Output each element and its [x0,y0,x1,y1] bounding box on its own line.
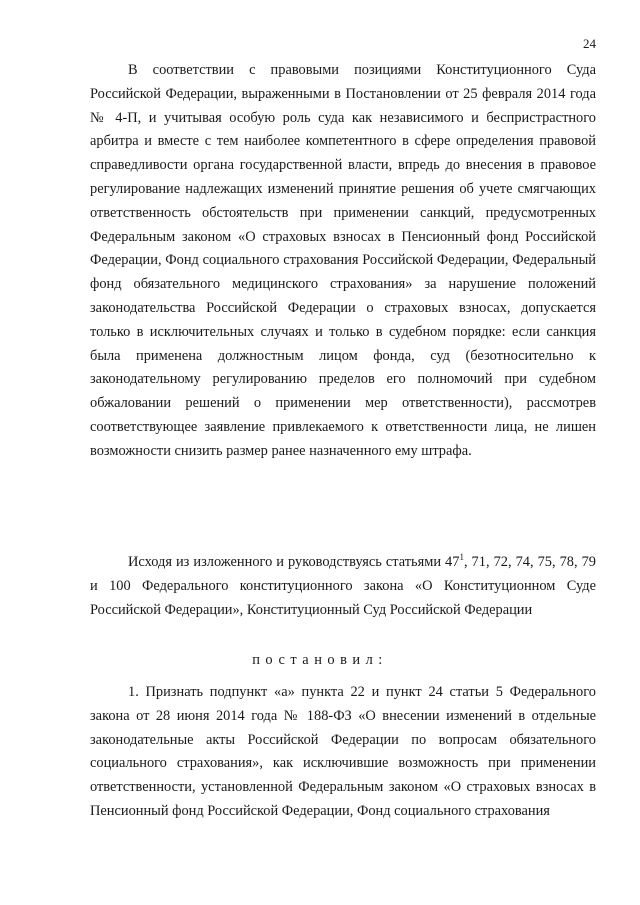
paragraph-text-end: , 71, 72, 74, 75, 78, 79 и 100 Федерального конституционного закона «О Конституционном Суде Российской Федерации», Конституционный Суд Российской Федерации [90,554,597,618]
paragraph-text: 1. Признать подпункт «а» пункта 22 и пункт 24 статьи 5 Федерального закона от 28 июня 2014 года № 188-ФЗ «О внесении изменений в отдельные законодательные акты Российской Федерации по вопросам обязательного социального страхования», как исключившие возможность при применении ответственности, установленной Федеральным законом «О страховых взносах в Пенсионный фонд Российской Федерации, Фонд социального страхования [90,684,596,819]
paragraph-legal-basis [90,551,596,622]
article-superscript: 1 [459,552,464,562]
page-number: 24 [583,36,596,51]
paragraph-text [90,551,596,622]
paragraph-legal-positions [90,59,596,464]
decision-heading: постановил: [252,652,388,668]
paragraph-ruling-item-1 [90,681,596,824]
paragraph-text: В соответствии с правовыми позициями Конституционного Суда Российской Федерации, выраженными в Постановлении от 25 февраля 2014 года № 4-П, и учитывая особую роль суда как независимого и беспристрастного арбитра и вместе с тем наиболее компетентного в сфере определения правовой справедливости органа государственной власти, впредь до внесения в правовое регулирование надлежащих изменений принятие решения об учете смягчающих ответственность обстоятельств при применении санкций, предусмотренных Федеральным законом «О страховых взносах в Пенсионный фонд Российской Федерации, Фонд социального страхования Российской Федерации, Федеральный фонд обязательного медицинского страхования» за нарушение положений законодательства Российской Федерации о страховых взносах, допускается только в исключительных случаях и только в судебном порядке: если санкция была применена должностным лицом фонда, суд (безотносительно к законодательному регулированию пределов его полномочий при судебном обжаловании решений о применении мер ответственности), рассмотрев соответствующее заявление привлекаемого к ответственности лица, не лишен возможности снизить размер ранее назначенного ему штрафа. [90,62,596,459]
paragraph-text-start: Исходя из изложенного и руководствуясь статьями 47 [128,554,460,570]
